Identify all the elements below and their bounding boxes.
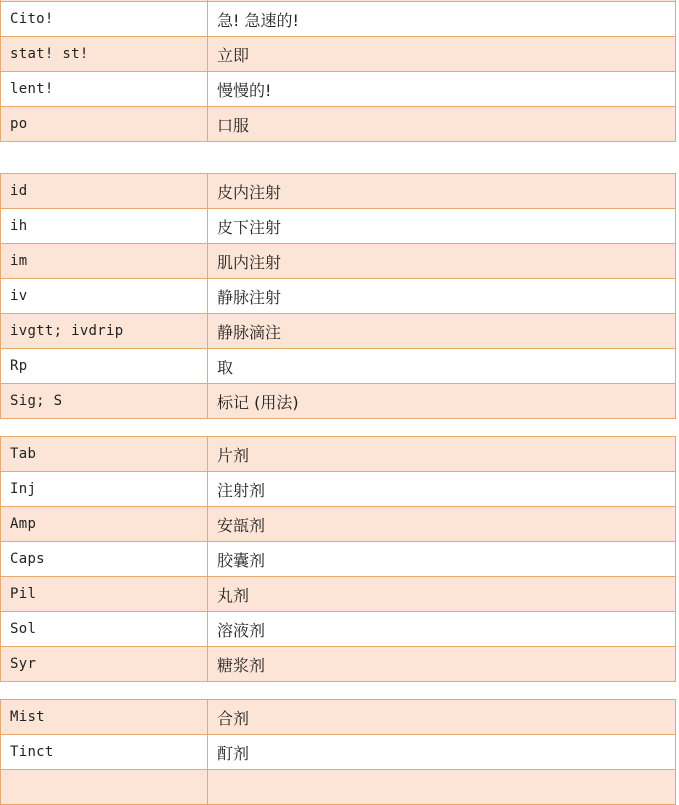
table-row: [1, 72, 676, 107]
meaning-cell: 皮下注射: [208, 209, 676, 244]
table-row: [1, 647, 676, 682]
abbreviation-cell: Pil: [1, 577, 208, 612]
meaning-cell: 糖浆剂: [208, 647, 676, 682]
table-row: [1, 542, 676, 577]
meaning-cell: 立即: [208, 37, 676, 72]
meaning-cell: 口服: [208, 107, 676, 142]
abbreviation-cell: Inj: [1, 472, 208, 507]
table-row: [1, 107, 676, 142]
abbreviation-cell: Rp: [1, 349, 208, 384]
meaning-cell: 肌内注射: [208, 244, 676, 279]
abbreviation-cell: iv: [1, 279, 208, 314]
meaning-cell: 标记 (用法): [208, 384, 676, 419]
meaning-cell: 皮内注射: [208, 174, 676, 209]
meaning-cell: 安瓿剂: [208, 507, 676, 542]
meaning-cell: 静脉滴注: [208, 314, 676, 349]
abbreviation-cell: Tab: [1, 437, 208, 472]
table-row: [1, 37, 676, 72]
meaning-cell: 溶液剂: [208, 612, 676, 647]
abbreviation-cell: Tinct: [1, 735, 208, 770]
abbreviation-cell: stat! st!: [1, 37, 208, 72]
table-row: [1, 349, 676, 384]
abbreviation-cell: im: [1, 244, 208, 279]
meaning-cell: 静脉注射: [208, 279, 676, 314]
meaning-cell: 急! 急速的!: [208, 2, 676, 37]
table-row: [1, 384, 676, 419]
meaning-cell: 慢慢的!: [208, 72, 676, 107]
meaning-cell: 胶囊剂: [208, 542, 676, 577]
meaning-cell: 酊剂: [208, 735, 676, 770]
abbreviation-table: [0, 699, 676, 805]
table-row: [1, 174, 676, 209]
abbreviation-cell: po: [1, 107, 208, 142]
meaning-cell: 丸剂: [208, 577, 676, 612]
table-row: [1, 612, 676, 647]
meaning-cell: 片剂: [208, 437, 676, 472]
abbreviation-cell: ih: [1, 209, 208, 244]
abbreviation-cell: Sol: [1, 612, 208, 647]
meaning-cell: 注射剂: [208, 472, 676, 507]
abbreviation-table: [0, 173, 676, 419]
table-row: [1, 2, 676, 37]
abbreviation-cell: Amp: [1, 507, 208, 542]
table-row: [1, 437, 676, 472]
table-row: [1, 472, 676, 507]
abbreviation-cell: Syr: [1, 647, 208, 682]
meaning-cell: 合剂: [208, 700, 676, 735]
table-row: [1, 209, 676, 244]
table-row: [1, 244, 676, 279]
table-row: [1, 700, 676, 735]
abbreviation-table: [0, 436, 676, 682]
table-row: [1, 279, 676, 314]
abbreviation-cell: id: [1, 174, 208, 209]
table-row: [1, 577, 676, 612]
abbreviation-table: [0, 0, 676, 142]
table-row: [1, 507, 676, 542]
meaning-cell: 取: [208, 349, 676, 384]
table-row: [1, 735, 676, 770]
table-row: [1, 314, 676, 349]
abbreviation-cell: lent!: [1, 72, 208, 107]
abbreviation-cell: Mist: [1, 700, 208, 735]
abbreviation-cell: Cito!: [1, 2, 208, 37]
abbreviation-cell: Caps: [1, 542, 208, 577]
abbreviation-cell: Sig; S: [1, 384, 208, 419]
abbreviation-cell: ivgtt; ivdrip: [1, 314, 208, 349]
